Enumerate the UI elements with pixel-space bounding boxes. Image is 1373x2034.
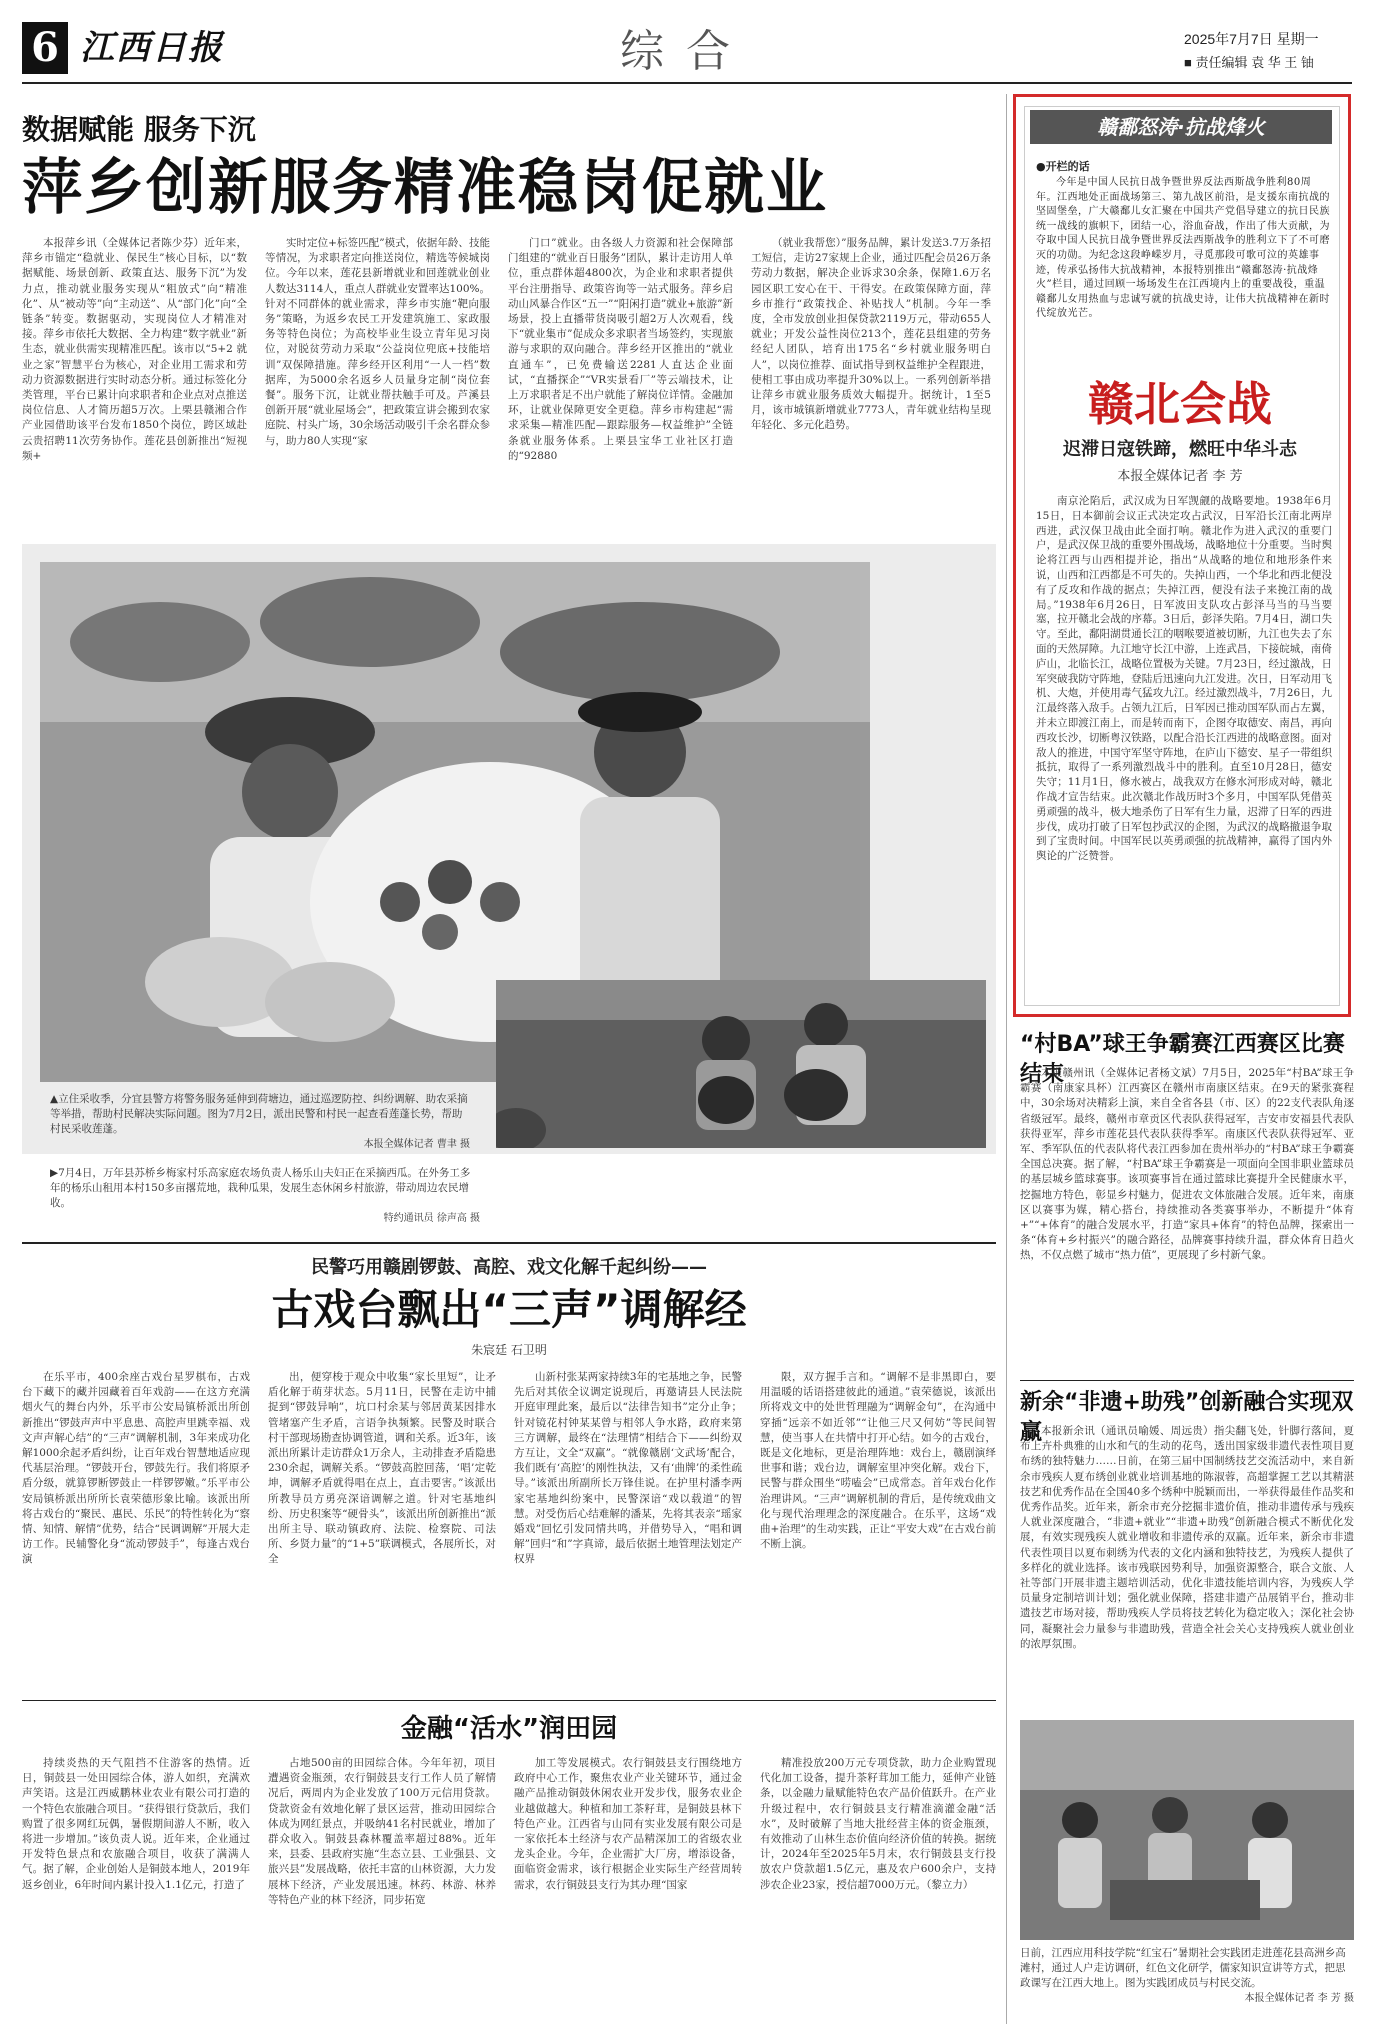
section-title: 综合 [620,26,752,77]
heritage-body: 本报新余讯（通讯员喻媛、周远贵）指尖翻飞处，针脚行落间，夏布上卉朴典雅的山水和气的生动的花鸟，透出国家级非遗代表性项目夏布绣的独特魅力……日前，在第三届中国制绣技艺交流活动中，来自新余市残疾人夏布绣创业就业培训基地的陈淑蓉，高超掌握工艺以其精湛技艺和优秀作品在全国40多个绣种中脱颖而出，一举获得最佳作品奖和优秀作品奖。近年来，新余市充分挖掘非遗价值，推动非遗传承与残疾人就业深度融合，“非遗+就业”“非遗+助残”创新融合模式不断优化发展，有效实现残疾人就业增收和非遗传承的双赢。近年来，新余市非遗代表性项目以夏布刺绣为代表的文化内涵和独特技艺，为残疾人提供了多样化的就业选择。该市残联因势利导，加强资源整合，联合文旅、人社等部门开展非遗主题培训活动，优化非遗技能培训内容，为残疾人学员量身定制培训计划；强化就业保障，搭建非遗产品展销平台，推动非遗技艺市场对接，帮助残疾人学员将技艺转化为稳定收入；深化社会协同，凝聚社会力量参与非遗助残，营造全社会关心支持残疾人就业创业的浓厚氛围。 [1020,1425,1354,1650]
column-banner: 赣鄱怒涛·抗战烽火 [1030,110,1332,144]
finance-headline: 金融“活水”润田园 [400,1714,618,1744]
main-photo-credit: 本报全媒体记者 曹聿 摄 [363,1139,470,1150]
opera-column-1: 在乐平市，400余座古戏台星罗棋布，古戏台下藏下的藏并园藏着百年戏韵——在这方充满烟火气的舞台内外，乐平市公安局镇桥派出所创新推出“锣鼓声声中平息患、高腔声里跳幸福、戏文声声解心结”的“三声”调解机制，3年来成功化解1000余起矛盾纠纷，让百年戏台智慧地适应现代基层治理。“锣鼓开台，锣鼓先行。我们将原矛盾分级，就算锣断锣鼓止一样锣锣嫩。”乐平市公安局镇桥派出所所长袁荣德形象比喻。该派出所将古戏台的“聚民、惠民、乐民”的特性转化为“察情、知情、解情”优势，结合“民调调解”开展大走访工作。民辅警化身“流动锣鼓手”，每逢古戏台演 [22,1371,250,1566]
feature-subtitle: 迟滞日寇铁蹄，燃旺中华斗志 [1063,439,1297,460]
finance-column-1: 持续炎热的天气阻挡不住游客的热情。近日，铜鼓县一处田园综合体，游人如织，充满欢声笑语。这是江西威鹏林业农业有限公司打造的一个特色农旅融合项目。“获得银行贷款后，我们购置了很多网红玩偶，暑假期间游人不断，收入将进一步增加。”该负责人说。近年来，企业通过开发特色景点和农旅融合项目，收获了满满人气。据了解，企业创始人是铜鼓本地人，2019年返乡创业，6年时间内累计投入1.1亿元，打造了 [22,1757,250,1891]
feature-body: 南京沦陷后，武汉成为日军觊觎的战略要地。1938年6月15日，日本御前会议正式决定攻占武汉，日军沿长江南北两岸西进，武汉保卫战由此全面打响。赣北作为进入武汉的重要门户，是武汉保卫战的重要外围战场，战略地位十分重要。当时舆论将江西与山西相提并论，指出“从战略的地位和地形条件来说，山西和江西都是不可失的。失掉山西，一个华北和西北便没有了反攻和作战的据点；失掉江西，便没有法子来挽江南的战局。”1938年6月26日，日军波田支队攻占彭泽马当的马当要塞，拉开赣北会战的序幕。3日后，彭泽失陷。7月4日，湖口失守。至此，鄱阳湖贯通长江的咽喉要道被切断，九江也失去了东面的天然屏障。九江地守长江中游，上连武昌，下接皖城，南倚庐山，北临长江，战略位置极为关键。7月23日，经过激战，日军突破我防守阵地，登陆后迅速向九江发进。次日，日军动用飞机、大炮，并使用毒气猛攻九江。经过激烈战斗，7月26日，九江最终落入敌手。占领九江后，日军因已推动国军队而占左翼，并未立即渡江南上，而是转而南下，企图夺取德安、南昌，再向西攻长沙，切断粤汉铁路，以配合沿长江西进的战略意图。面对敌人的推进，中国守军坚守阵地，在庐山下德安、星子一带组织抵抗，取得了一系列激烈战斗中的胜利。直至10月28日，德安失守；11月1日，修水被占，战我双方在修水河形成对峙，赣北作战才宣告结束。此次赣北作战历时3个多月，中国军队凭借英勇顽强的战斗，极大地杀伤了日军有生力量，迟滞了日军的西进步伐，成功打破了日军包抄武汉的企图，为武汉的战略撤退争取到了宝贵时间。中国军民以英勇顽强的抗战精神，赢得了国内外舆论的广泛赞誉。 [1036,495,1332,863]
opera-column-4: 限，双方握手言和。“调解不是非黑即白，要用温暖的话语搭建彼此的通道。”袁荣德说，该派出所将戏文中的处世哲理融为“调解金句”，在沟通中穿插“远亲不如近邻”“让他三尺又何妨”等民间智慧，使当事人在共情中打开心结。如今的古戏台，既是文化地标，更是治理阵地：戏台上，赣剧演绎世事和谐；戏台边，调解室里冲突化解。戏台下，民警与群众围坐“唠嗑会”已成常态。首年戏台化作治理讲风。“三声”调解机制的背后，是传统戏曲文化与现代治理理念的深度融合。在乐平，这场“戏曲+治理”的生动实践，正让“平安大戏”在古戏台前不断上演。 [760,1371,996,1551]
second-photo-caption: ▶7月4日，万年县苏桥乡梅家村乐高家庭农场负责人杨乐山夫妇正在采摘西瓜。在外务工多年的杨乐山租用本村150多亩撂荒地，栽种瓜果，发展生态休闲乡村旅游，带动周边农民增收。 特约通讯员 徐声高 摄 [50,1167,480,1224]
editor-credit: ■ 责任编辑 袁 华 王 铀 [1184,55,1314,70]
masthead-rule [22,82,1352,84]
lead-headline: 萍乡创新服务精准稳岗促就业 [22,153,828,223]
paper-name: 江西日报 [80,28,224,68]
students-photo [1020,1720,1354,1940]
opera-byline: 朱宸廷 石卫明 [471,1343,547,1357]
opera-kicker: 民警巧用赣剧锣鼓、高腔、戏文化解千起纠纷—— [311,1257,707,1278]
finance-column-3: 加工等发展模式。农行铜鼓县支行围绕地方政府中心工作，聚焦农业产业关键环节，通过金融产品推动铜鼓休闲农业开发步伐，服务农业企业越做越大。种植和加工茶籽茸，是铜鼓县林下特色产业。江西省与山同有实业发展有限公司是一家依托本土经济与农产品精深加工的省级农业龙头企业。今年，企业需扩大厂房，增添设备，面临资金需求，该行根据企业实际生产经营周转需求，农行铜鼓县支行为其办理“国家 [514,1757,742,1891]
heritage-headline: 新余“非遗+助残”创新融合实现双赢 [1020,1390,1354,1445]
right-column-divider [1006,94,1007,2024]
students-photo-credit: 本报全媒体记者 李 芳 摄 [1244,1993,1354,2004]
lead-column-2: 实时定位+标签匹配”模式，依据年龄、技能等情况，为求职者定向推送岗位，精选等候城岗位。今年以来，莲花县新增就业和回莲就业创业人数达3114人，重点人群就业安置率达100%。针对不同群体的就业需求，萍乡市实施“靶向服务”策略，为返乡农民工开发建筑施工、家政服务等特色岗位；为高校毕业生设立青年见习岗位，对脱贫劳动力采取“公益岗位兜底+技能培训”双保障措施。萍乡经开区利用“一人一档”数据库，为5000余名返乡人员量身定制“岗位套餐”。服务下沉，让就业帮扶触手可及。芦溪县创新开展“就业屋场会”，把政策宣讲会搬到农家庭院、村头广场，30余场活动吸引千余名群众参与，助力80人实现“家 [265,237,490,447]
opera-headline: 古戏台飘出“三声”调解经 [271,1285,747,1334]
students-photo-caption: 日前，江西应用科技学院“红宝石”暑期社会实践团走进莲花县高洲乡高滩村，通过人户走访调研，红色文化研学，儒家知识宣讲等方式，把思政课写在江西大地上。图为实践团成员与村民交流。 本报全媒体记者 李 芳 摄 [1020,1947,1354,2004]
issue-date: 2025年7月7日 星期一 [1184,31,1319,47]
feature-byline: 本报全媒体记者 李 芳 [1117,469,1243,484]
column-intro: 今年是中国人民抗日战争暨世界反法西斯战争胜利80周年。江西地处正面战场第三、第九战区前沿，是支援东南抗战的坚固堡垒，广大赣鄱儿女汇聚在中国共产党倡导建立的抗日民族统一战线的旗帜下，团结一心，浴血奋战，作出了伟大贡献，为夺取中国人民抗日战争暨世界反法西斯战争的胜利立下了不可磨灭的功勋。为纪念这段峥嵘岁月，寻觅那段可歌可泣的英雄事迹，传承弘扬伟大抗战精神，本报特别推出“赣鄱怒涛·抗战烽火”栏目，通过回顾一场场发生在江西境内上的重要战役，重温赣鄱儿女用热血与忠诚写就的抗战史诗，让伟大抗战精神在新时代绽放光芒。 [1036,177,1330,320]
vba-body: 本报赣州讯（全媒体记者杨文斌）7月5日，2025年“村BA”球王争霸赛（南康家具杯）江西赛区在赣州市南康区结束。在9天的紧张赛程中，30余场对决精彩上演，来自全省各县（市、区）的22支代表队角逐省级冠军。最终，赣州市章贡区代表队获得冠军，吉安市安福县代表队获得亚军，萍乡市莲花县代表队获得季军。南康区代表队获得冠军、亚军、季军队伍的代表队将代表江西参加在贵州举办的“村BA”球王争霸赛全国总决赛。据了解，“村BA”球王争霸赛是一项面向全国非职业篮球员的基层城乡篮球赛事。该项赛事旨在通过篮球比赛提升全民健康水平，挖掘地方特色，彰显乡村魅力，促进农文体旅融合发展。近年来，南康区以赛事为媒，精心搭台，持续推动各类赛事举办，不断提升“体育+”“+体育”的融合发展水平，打造“家具+体育”的特色品牌，探索出一条“体育+乡村振兴”的融合路径，品牌赛事持续升温，群众体育日趋火热，不仅点燃了城市“热力值”，更展现了乡村新气象。 [1020,1067,1354,1262]
page-number: 6 [22,22,68,74]
section-rule [22,1242,996,1244]
opera-column-2: 出，便穿梭于观众中收集“家长里短”，让矛盾化解于萌芽状态。5月11日，民警在走访中捕捉到“锣鼓异响”，坑口村余某与邻居黄某因排水管堵塞产生矛盾，言语争执频繁。民警及时联合村干部现场勘查协调管道，调和关系。近3年，该派出所累计走访群众1万余人，主动排查矛盾隐患230余起，调解关系。“锣鼓高腔回荡，‘唱’定乾坤，调解矛盾就得唱在点上，直击要害。”该派出所教导员方勇亮深谙调解之道。针对宅基地纠纷、历史积案等“硬骨头”，该派出所创新推出“派出所主导、联动镇政府、法院、检察院、司法所、乡贤力量”的“1+5”联调模式，各展所长，对全 [268,1371,496,1566]
lead-column-4: （就业我帮您）”服务品牌，累计发送3.7万条招工短信，走访27家规上企业，通过匹配会员26万条劳动力数据，解决企业诉求30余条，保障1.6万名园区职工安心在干、干得安。在政策保障方面，萍乡市推行“政策找企、补贴找人”机制。今年一季度，全市发放创业担保贷款2119万元，带动655人就业；开发公益性岗位213个，莲花县组建的劳务经纪人团队，培育出175名“乡村就业服务明白人”，以岗位推荐、面试指导到权益维护全程跟进，使相工事由成功率提升30%以上。一系列创新举措让萍乡市就业服务质效大幅提升。据统计，1至5月，该市城镇新增就业7773人，青年就业结构呈现年轻化、多元化趋势。 [751,237,991,432]
lead-column-3: 门口”就业。由各级人力资源和社会保障部门组建的“就业百日服务”团队，累计走访用人单位，重点群体超4800次，为企业和求职者提供平台注册指导、政策咨询等一站式服务。萍乡启动山风暴合作区“五一”“阳闲打造”就业+旅游”新场景，投上直播带货岗吸引超2万人次观看，线下“就业集市”促成众多求职者当场签约，实现旅游与求职的双向融合。萍乡经开区推出的“就业直通车”，已免费输送2281人直达企业面试，“直播探企”“VR实景看厂”等云端技术，让上万求职者足不出户就能了解岗位详情。金融加环，让就业保障更安全更稳。萍乡市构建起“需求采集—精准匹配—跟踪服务—权益维护”全链条就业服务体系。上栗县宝华工业社区打造的“92880 [508,237,733,462]
main-photo-caption: ▲立住采收季，分宜县警方将警务服务延伸到荷塘边，通过巡逻防控、纠纷调解、助农采摘等举措，帮助村民解决实际问题。图为7月2日，派出民警和村民一起查看莲蓬长势，帮助村民采收莲蓬。 本报全媒体记者 曹聿 摄 [50,1093,470,1150]
watermelon-photo [496,980,986,1148]
second-photo-credit: 特约通讯员 徐声高 摄 [383,1213,480,1224]
column-intro-label: ●开栏的话 [1036,160,1090,173]
vba-headline: “村BA”球王争霸赛江西赛区比赛结束 [1020,1032,1345,1087]
lead-kicker: 数据赋能 服务下沉 [22,113,256,146]
finance-column-2: 占地500亩的田园综合体。今年年初，项目遭遇资金瓶颈，农行铜鼓县支行工作人员了解情况后，两周内为企业发放了100万元信用贷款。贷款资金有效地化解了景区运营，推动田园综合体成为网红景点，并吸纳41名村民就业，增加了群众收入。铜鼓县森林覆盖率超过88%。近年来，县委、县政府实施“生态立县、工业强县、文旅兴县”发展战略，依托丰富的山林资源，大力发展林下经济，产业发展迅速。林药、林游、林养等特色产业的林下经济，同步拓宽 [268,1757,496,1906]
opera-column-3: 山新村张某两家持续3年的宅基地之争，民警先后对其依全议调定说现后，再邀请县人民法院开庭审理此案，最后以“法律告知书”定分止争；针对镜花村钟某某曾与相邻人争水路，政府来第三方调解，最终在“法理情”相结合下——纠纷双方互让，文全“双赢”。“就像赣剧‘文武场’配合，我们既有‘高腔’的刚性执法，又有‘曲牌’的柔性疏导。”该派出所副所长万锋佳说。在护里村潘李两家宅基地纠纷案中，民警深谙“戏以载道”的智慧。对受伤后心结难解的潘某，先将其表亲“瑶家婚戏”回忆引发同情共鸣，并借势导入，“唱和调解”回归“和”字真谛，最后依据土地管理法划定产权界 [514,1371,742,1566]
right-rule [1020,1380,1354,1381]
lead-column-1: 本报萍乡讯（全媒体记者陈少芬）近年来，萍乡市锚定“稳就业、保民生”核心目标，以“数据赋能、场景创新、政策直达、服务下沉”为发力点，推动就业服务实现从“粗放式”向“精准化”、从“被动等”向“主动送”、从“部门化”向“全链条”转变。数据驱动，实现岗位人才精准对接。萍乡市依托大数据、全力构建“数字就业”新生态，就业供需实现精准匹配。该市以“5+2 就业之家”智慧平台为核心，对企业用工需求和劳动力资源数据进行实时动态分析。通过标签化分类管理，平台已累计向求职者和企业点对点推送岗位信息、人才简历超5万次。上栗县赣湘合作产业园借助该平台发布1850个岗位，跨区域赴云贵招聘11次劳务协作。莲花县创新推出“短视频+ [22,237,247,462]
feature-title: 赣北会战 [1088,377,1272,431]
finance-rule [22,1700,996,1701]
finance-column-4: 精准投放200万元专项贷款，助力企业购置现代化加工设备，提升茶籽茸加工能力，延伸产业链条，以金融力量赋能特色农产品价值跃升。在产业升级过程中，农行铜鼓县支行精准滴灌金融“活水”，及时破解了当地大批经营主体的资金瓶颈，有效推动了山林生态价值向经济价值的转换。据统计，2024年至2025年5月末，农行铜鼓县支行投放农户贷款超1.5亿元，惠及农户600余户，支持涉农企业23家，授信超7000万元。（黎立力） [760,1757,996,1891]
